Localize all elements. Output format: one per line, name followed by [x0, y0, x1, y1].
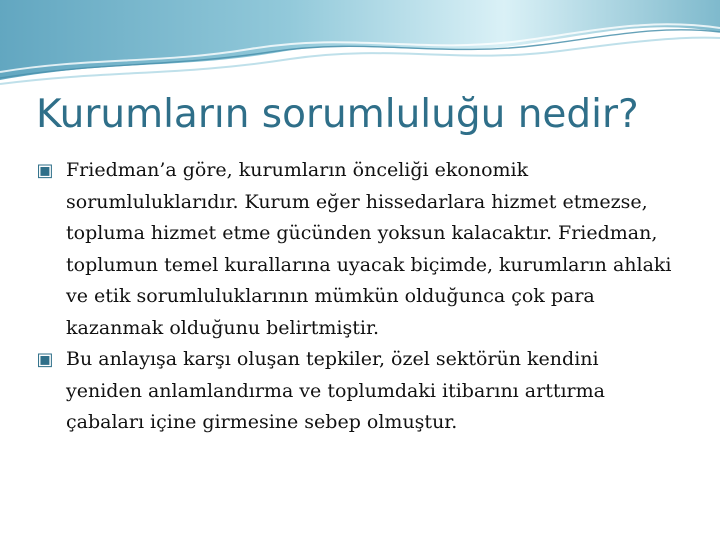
decorative-wave-header	[0, 0, 720, 90]
bullet-text: Bu anlayışa karşı oluşan tepkiler, özel sektörün kendini yeniden anlamlandırma ve toplumdaki itibarını arttırma çabaları içine girmesine sebep olmuştur.	[66, 348, 605, 433]
slide-content	[36, 155, 676, 439]
bullet-item	[36, 344, 676, 439]
wave-background-shape	[0, 0, 720, 80]
bullet-icon: ▣	[36, 349, 54, 370]
bullet-text: Friedman’a göre, kurumların önceliği ekonomik sorumluluklarıdır. Kurum eğer hissedarlara hizmet etmezse, topluma hizmet etme gücünden yoksun kalacaktır. Friedman, toplumun temel kurallarına uyacak biçimde, kurumların ahlaki ve etik sorumluluklarının mümkün olduğunca çok para kazanmak olduğunu belirtmiştir.	[66, 159, 672, 339]
slide-title: Kurumların sorumluluğu nedir?	[36, 92, 639, 137]
bullet-icon: ▣	[36, 160, 54, 181]
bullet-item	[36, 155, 676, 344]
